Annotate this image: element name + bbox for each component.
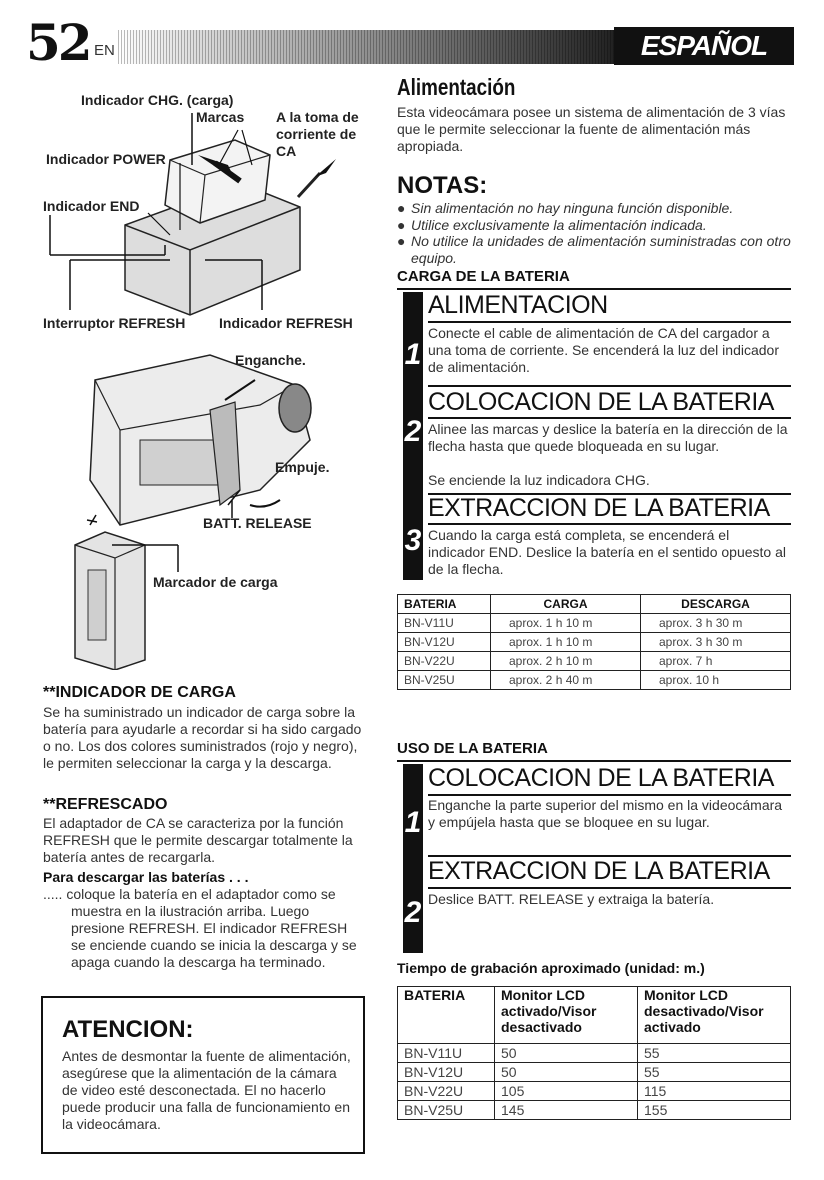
camcorder-illustration xyxy=(60,340,360,670)
nota-item: Utilice exclusivamente la alimentación indicada. xyxy=(411,216,707,233)
notas-list: ● Sin alimentación no hay ninguna función disponible. ● Utilice exclusivamente la alimentación indicada. ● No utilice la unidades de alimentación suministradas con otro equipo. xyxy=(397,200,791,266)
step-rule xyxy=(428,887,791,889)
step-rule xyxy=(428,794,791,796)
table-cell: BN-V22U xyxy=(398,652,491,671)
step-number: 3 xyxy=(404,524,422,557)
label-toma-3: CA xyxy=(276,143,297,159)
table-cell: BN-V25U xyxy=(398,671,491,690)
step-number: 1 xyxy=(404,338,422,371)
step-text: Conecte el cable de alimentación de CA del cargador a una toma de corriente. Se encenderá la luz del indicador de alimentación. xyxy=(428,325,779,375)
table-cell: BN-V11U xyxy=(398,1044,495,1063)
page-number: 52 xyxy=(26,13,90,72)
refrescado-text: El adaptador de CA se caracteriza por la función REFRESH que le permite descargar totalmente la batería antes de recargarla. xyxy=(43,815,353,865)
uso-section-title: USO DE LA BATERIA xyxy=(397,740,548,757)
indicador-carga-title: **INDICADOR DE CARGA xyxy=(43,684,236,701)
step-rule xyxy=(428,417,791,419)
nota-item: No utilice la unidades de alimentación suministradas con otro equipo. xyxy=(411,233,791,266)
table-cell: 105 xyxy=(495,1082,638,1101)
step-text: Se enciende la luz indicadora CHG. xyxy=(428,472,650,488)
step-number: 2 xyxy=(404,896,422,929)
table-cell: aprox. 2 h 40 m xyxy=(491,671,641,690)
table-cell: aprox. 3 h 30 m xyxy=(641,633,791,652)
table-cell: 50 xyxy=(495,1063,638,1082)
step-number: 2 xyxy=(404,415,422,448)
step-rule xyxy=(428,385,791,387)
label-enganche: Enganche. xyxy=(235,352,306,368)
table-header: BATERIA xyxy=(398,595,491,614)
indicador-carga-text: Se ha suministrado un indicador de carga sobre la batería para ayudarle a recordar si ha sido cargado o no. Los dos colores suministrados (rojo y negro), le permiten seleccionar la carga y la descarga. xyxy=(43,704,362,771)
step-rule xyxy=(428,321,791,323)
step-title: COLOCACION DE LA BATERIA xyxy=(428,388,774,416)
table-header: CARGA xyxy=(491,595,641,614)
step-rule xyxy=(428,523,791,525)
step-title: COLOCACION DE LA BATERIA xyxy=(428,764,774,792)
label-empuje: Empuje. xyxy=(275,459,330,475)
step-number: 1 xyxy=(404,806,422,839)
atencion-box xyxy=(41,996,365,1154)
table-cell: 155 xyxy=(638,1101,791,1120)
charge-time-table xyxy=(397,594,791,690)
table-row xyxy=(398,1101,791,1120)
step-text: Alinee las marcas y deslice la batería en la dirección de la flecha hasta que quede bloqueada en su lugar. xyxy=(428,421,788,454)
step-title: EXTRACCION DE LA BATERIA xyxy=(428,494,770,522)
table-cell: aprox. 1 h 10 m xyxy=(491,614,641,633)
header-band xyxy=(118,30,614,64)
notas-title: NOTAS: xyxy=(397,172,488,199)
table-row xyxy=(398,1063,791,1082)
table-cell: aprox. 2 h 10 m xyxy=(491,652,641,671)
carga-section-title: CARGA DE LA BATERIA xyxy=(397,268,570,285)
atencion-text: Antes de desmontar la fuente de alimentación, asegúrese que la alimentación de la cámara de video esté desconectada. El no hacerlo puede producir una falla de funcionamiento en la videocámara. xyxy=(62,1048,351,1132)
nota-item: Sin alimentación no hay ninguna función disponible. xyxy=(411,200,734,216)
table-cell: aprox. 1 h 10 m xyxy=(491,633,641,652)
atencion-title: ATENCION: xyxy=(62,1016,194,1043)
table-cell: 55 xyxy=(638,1044,791,1063)
carga-rule xyxy=(397,288,791,290)
tiempo-title: Tiempo de grabación aproximado (unidad: m.) xyxy=(397,960,705,976)
table-cell: 145 xyxy=(495,1101,638,1120)
alimentacion-text: Esta videocámara posee un sistema de alimentación de 3 vías que le permite seleccionar la fuente de alimentación más apropiada. xyxy=(397,104,786,154)
table-row xyxy=(398,652,791,671)
refrescado-title: **REFRESCADO xyxy=(43,796,168,813)
table-row xyxy=(398,1044,791,1063)
table-cell: 50 xyxy=(495,1044,638,1063)
label-power-indicator: Indicador POWER xyxy=(46,151,166,167)
table-row xyxy=(398,671,791,690)
language-banner: ESPAÑOL xyxy=(614,27,794,65)
descargar-text: ..... coloque la batería en el adaptador como se muestra en la ilustración arriba. Luego presione REFRESH. El indicador REFRESH se enciende cuando se inicia la descarga y se apaga cuando la descarga ha terminado. xyxy=(43,886,357,970)
table-cell: BN-V25U xyxy=(398,1101,495,1120)
step-text: Cuando la carga está completa, se encenderá el indicador END. Deslice la batería en el sentido opuesto al de la flecha. xyxy=(428,527,786,577)
table-row xyxy=(398,614,791,633)
table-cell: 115 xyxy=(638,1082,791,1101)
table-header: Monitor LCD desactivado/Visor activado xyxy=(638,987,791,1044)
table-cell: aprox. 3 h 30 m xyxy=(641,614,791,633)
label-toma-2: corriente de xyxy=(276,126,357,142)
table-row xyxy=(398,1082,791,1101)
language-suffix: EN xyxy=(94,42,115,59)
alimentacion-title: Alimentación xyxy=(397,74,516,100)
descargar-title: Para descargar las baterías . . . xyxy=(43,869,249,885)
recording-time-table xyxy=(397,986,791,1120)
step-title: EXTRACCION DE LA BATERIA xyxy=(428,857,770,885)
table-row xyxy=(398,633,791,652)
uso-rule xyxy=(397,760,791,762)
label-batt-release: BATT. RELEASE xyxy=(203,515,312,531)
step-title: ALIMENTACION xyxy=(428,291,608,319)
label-chg-indicator: Indicador CHG. (carga) xyxy=(81,92,234,108)
label-refresh-switch: Interruptor REFRESH xyxy=(43,315,186,331)
table-cell: BN-V12U xyxy=(398,633,491,652)
label-toma-1: A la toma de xyxy=(276,109,359,125)
table-cell: aprox. 7 h xyxy=(641,652,791,671)
table-cell: aprox. 10 h xyxy=(641,671,791,690)
label-end-indicator: Indicador END xyxy=(43,198,140,214)
step-text: Enganche la parte superior del mismo en la videocámara y empújela hasta que se bloquee en su lugar. xyxy=(428,797,783,830)
step-text: Deslice BATT. RELEASE y extraiga la batería. xyxy=(428,891,715,907)
label-marcador-carga: Marcador de carga xyxy=(153,574,278,590)
table-header: Monitor LCD activado/Visor desactivado xyxy=(495,987,638,1044)
table-cell: 55 xyxy=(638,1063,791,1082)
table-header: BATERIA xyxy=(398,987,495,1044)
table-cell: BN-V11U xyxy=(398,614,491,633)
table-cell: BN-V12U xyxy=(398,1063,495,1082)
label-refresh-indicator: Indicador REFRESH xyxy=(219,315,353,331)
table-cell: BN-V22U xyxy=(398,1082,495,1101)
label-marcas: Marcas xyxy=(196,109,245,125)
table-header: DESCARGA xyxy=(641,595,791,614)
